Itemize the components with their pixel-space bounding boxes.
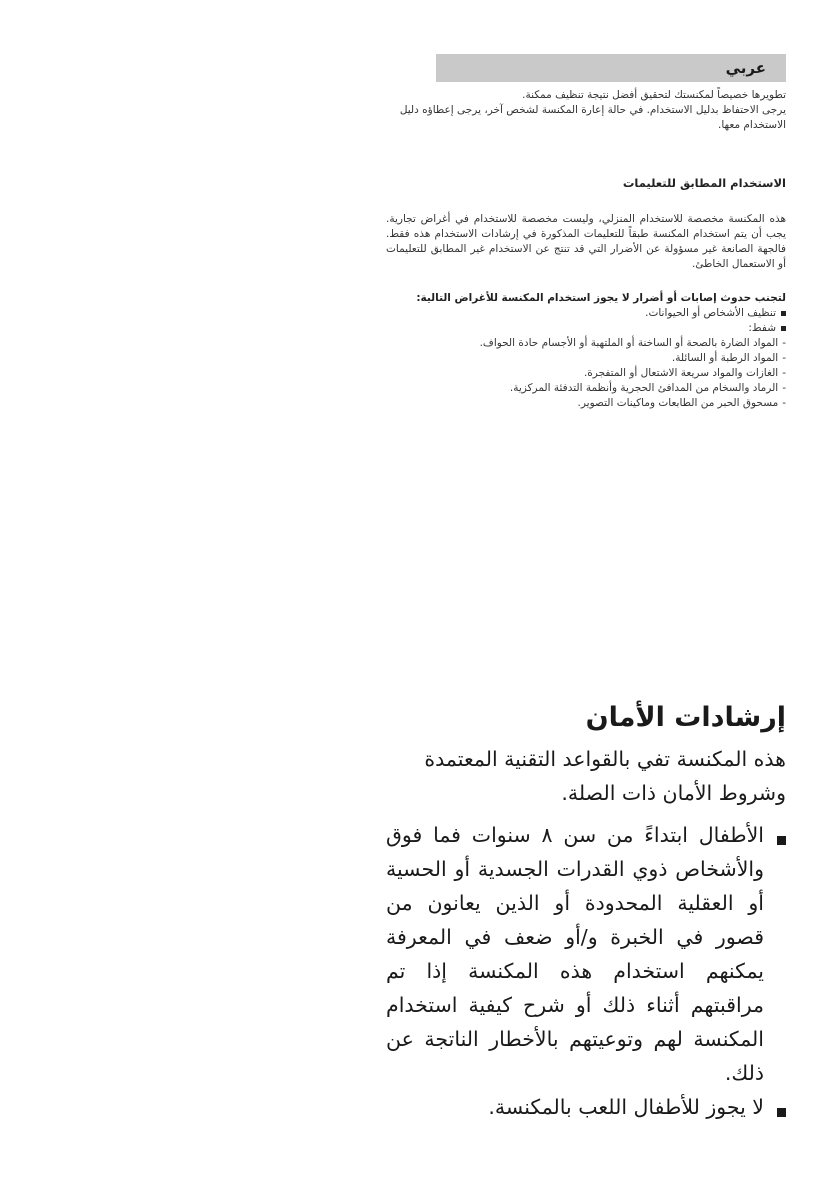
safety-list — [386, 818, 786, 1124]
warning-title: لتجنب حدوث إصابات أو أضرار لا يجوز استخدام المكنسة للأغراض التالية: — [416, 292, 786, 304]
intended-use-title: الاستخدام المطابق للتعليمات — [622, 176, 786, 190]
bullet-square-icon — [781, 311, 786, 316]
bullet-square-icon — [777, 836, 786, 845]
dash-marker: - — [782, 337, 786, 349]
bullet-square-icon — [777, 1108, 786, 1117]
list-item: لا يجوز للأطفال اللعب بالمكنسة. — [386, 1090, 786, 1124]
safety-intro: هذه المكنسة تفي بالقواعد التقنية المعتمدة وشروط الأمان ذات الصلة. — [424, 747, 786, 805]
list-item: -المواد الضارة بالصحة أو الساخنة أو الملتهبة أو الأجسام حادة الحواف. — [479, 337, 786, 349]
dash-marker: - — [782, 367, 786, 379]
list-item: -المواد الرطبة أو السائلة. — [671, 352, 786, 364]
intended-use-paragraph: هذه المكنسة مخصصة للاستخدام المنزلي، وليست مخصصة للاستخدام في أغراض تجارية. يجب أن يتم استخدام المكنسة طبقاً للتعليمات المذكورة في إرشادات الاستخدام هذه فقط. فالجهة الصانعة غير مسؤولة عن الأضرار التي قد تنتج عن الاستخدام غير المطابق للتعليمات أو الاستعمال الخاطئ. — [386, 213, 786, 270]
safety-title: إرشادات الأمان — [585, 702, 786, 733]
intro-line: تطويرها خصيصاً لمكنستك لتحقيق أفضل نتيجة تنظيف ممكنة. — [522, 89, 786, 101]
dash-marker: - — [782, 397, 786, 409]
list-item: -الرماد والسخام من المدافئ الحجرية وأنظمة التدفئة المركزية. — [509, 382, 786, 394]
bullet-square-icon — [781, 326, 786, 331]
dash-marker: - — [782, 352, 786, 364]
language-header-bar — [436, 54, 786, 82]
list-item: -مسحوق الحبر من الطابعات وماكينات التصوير. — [577, 397, 786, 409]
dash-marker: - — [782, 382, 786, 394]
intro-text — [386, 88, 786, 133]
intro-line: يرجى الاحتفاظ بدليل الاستخدام. في حالة إعارة المكنسة لشخص آخر، يرجى إعطاؤه دليل الاستخدام معها. — [399, 104, 786, 131]
language-label: عربي — [725, 59, 766, 77]
list-item: شفط: — [386, 321, 786, 336]
list-item: تنظيف الأشخاص أو الحيوانات. — [386, 306, 786, 321]
list-item: الأطفال ابتداءً من سن ٨ سنوات فما فوق والأشخاص ذوي القدرات الجسدية أو الحسية أو العقلية المحدودة أو الذين يعانون من قصور في الخبرة و/أو ضعف في المعرفة يمكنهم استخدام هذه المكنسة إذا تم مراقبتهم أثناء ذلك أو شرح كيفية استخدام المكنسة لهم وتوعيتهم بالأخطار الناتجة عن ذلك. — [386, 818, 786, 1090]
list-item: -الغازات والمواد سريعة الاشتعال أو المتفجرة. — [583, 367, 786, 379]
prohibited-uses-list — [386, 306, 786, 411]
